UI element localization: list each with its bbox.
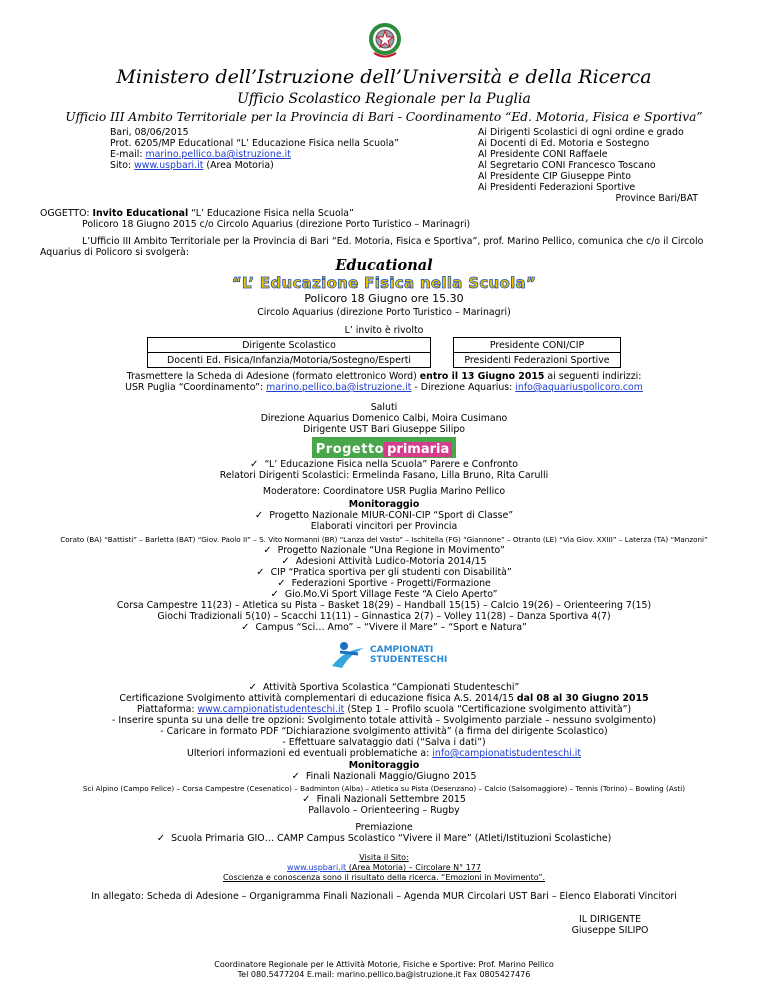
recipient: Ai Dirigenti Scolastici di ogni ordine e grado: [478, 127, 684, 138]
session2-cert-dates: dal 08 al 30 Giugno 2015: [516, 693, 649, 704]
protocol-number: Prot. 6205/MP Educational “L’ Educazione Fisica nella Scuola”: [110, 138, 399, 149]
session2-step2: - Caricare in formato PDF “Dichiarazione svolgimento attività” (a firma del dirigente Scolastico): [160, 726, 608, 737]
check-icon: [250, 459, 264, 470]
footer: [0, 960, 768, 980]
site-note-motto: Coscienza e conoscenza sono il risultato della ricerca. “Emozioni in Movimento”.: [222, 873, 546, 882]
greetings-line2: Dirigente UST Bari Giuseppe Silipo: [302, 424, 466, 435]
subject-block: [40, 208, 720, 230]
signature-role: IL DIRIGENTE: [578, 914, 642, 925]
logo-line1: CAMPIONATI: [370, 645, 434, 655]
check-icon: [249, 682, 263, 693]
platform-label: Piattaforma:: [136, 704, 198, 715]
monitoring1-title: Monitoraggio: [348, 499, 420, 510]
greetings-line1: Direzione Aquarius Domenico Calbi, Moira Cusimano: [260, 413, 508, 424]
monitoring1-list: [0, 545, 768, 633]
usr-label: USR Puglia “Coordinamento”:: [125, 382, 267, 393]
check-icon: [241, 622, 255, 633]
info-label: Ulteriori informazioni ed eventuali problematiche a:: [186, 748, 433, 759]
monitoring2-sept: [0, 794, 768, 816]
office-title: Ufficio Scolastico Regionale per la Puglia: [237, 91, 531, 107]
logo-line2: STUDENTESCHI: [370, 655, 448, 665]
footer-line1: Coordinatore Regionale per le Attività Motorie, Fisiche e Sportive: Prof. Marino Pellico: [214, 960, 554, 969]
monitoring1-item6: Campus “Sci… Amo” – “Vivere il Mare” – “Sport e Natura”: [255, 622, 527, 633]
platform-link[interactable]: www.campionatistudenteschi.it: [197, 704, 345, 715]
monitoring1-item5: Gio.Mo.Vi Sport Village Feste “A Cielo Aperto”: [284, 589, 498, 600]
event-where: Circolo Aquarius (direzione Porto Turistico – Marinagri): [257, 307, 511, 318]
check-icon: [255, 510, 269, 521]
footer-line2: Tel 080.5477204 E.mail: marino.pellico.ba@istruzione.it Fax 0805427476: [237, 970, 531, 979]
invite-table: [147, 337, 621, 368]
aquarius-email-link[interactable]: info@aquariuspolicoro.com: [515, 382, 643, 393]
greetings-block: [0, 402, 768, 435]
sender-site-link[interactable]: www.uspbari.it: [134, 160, 204, 171]
signature-block: [540, 914, 680, 936]
event-banner-text: “L’ Educazione Fisica nella Scuola”: [231, 274, 537, 292]
award-item: Scuola Primaria GIO… CAMP Campus Scolastico “Vivere il Mare” (Atleti/Istituzioni Scolastiche): [171, 833, 612, 844]
invite-cell: Docenti Ed. Fisica/Infanzia/Motoria/Sostegno/Esperti: [148, 353, 431, 368]
invite-cell: Presidente CONI/CIP: [454, 338, 621, 353]
site-note-rest: (Area Motoria) – Circolare N° 177: [346, 863, 481, 872]
check-icon: [270, 589, 284, 600]
intro-paragraph: [40, 236, 740, 258]
transmit-block: [0, 371, 768, 393]
recipient: Al Presidente CONI Raffaele: [478, 149, 608, 160]
office-subtitle: Ufficio III Ambito Territoriale per la Provincia di Bari - Coordinamento “Ed. Motoria, Fisica e Sportiva”: [65, 110, 703, 124]
site-label: Sito:: [110, 160, 135, 171]
site-note-link[interactable]: www.uspbari.it: [287, 863, 347, 872]
campionati-studenteschi-logo: [330, 640, 448, 670]
invite-cell: Presidenti Federazioni Sportive: [454, 353, 621, 368]
monitoring1: [0, 499, 768, 532]
greetings-title: Saluti: [370, 402, 398, 413]
monitoring2: [0, 760, 768, 782]
subject-line2: Policoro 18 Giugno 2015 c/o Circolo Aquarius (direzione Porto Turistico – Marinagri): [82, 219, 471, 230]
monitoring2-item2-sub: Pallavolo – Orienteering – Rugby: [308, 805, 460, 816]
award-title: Premiazione: [355, 822, 413, 833]
email-label: E-mail:: [110, 149, 146, 160]
logo-part1: Progetto: [315, 442, 385, 457]
sender-block: [110, 127, 440, 171]
session1-moderator: Moderatore: Coordinatore USR Puglia Marino Pellico: [262, 486, 506, 497]
usr-email-link[interactable]: marino.pellico.ba@istruzione.it: [266, 382, 412, 393]
logo-part2: primaria: [384, 442, 452, 457]
site-note: (Area Motoria): [203, 160, 274, 171]
monitoring1-item3: CIP “Pratica sportiva per gli studenti con Disabilità”: [270, 567, 512, 578]
progetto-primaria-logo: [0, 437, 768, 458]
subject-rest: “L’ Educazione Fisica nella Scuola”: [188, 208, 354, 219]
monitoring1-item4: Federazioni Sportive - Progetti/Formazione: [291, 578, 491, 589]
check-icon: [302, 794, 316, 805]
check-icon: [256, 567, 270, 578]
letter-date: Bari, 08/06/2015: [110, 127, 189, 138]
monitoring1-item1: Progetto Nazionale MIUR-CONI-CIP “Sport di Classe”: [269, 510, 514, 521]
session1-speakers: Relatori Dirigenti Scolastici: Ermelinda Fasano, Lilla Bruno, Rita Carulli: [219, 470, 549, 481]
invite-cell: Dirigente Scolastico: [148, 338, 431, 353]
sender-email-line: [110, 149, 440, 160]
recipient: Al Segretario CONI Francesco Toscano: [478, 160, 656, 171]
sender-site-line: [110, 160, 440, 171]
recipient: Al Presidente CIP Giuseppe Pinto: [478, 171, 631, 182]
platform-step: (Step 1 – Profilo scuola “Certificazione svolgimento attività”): [344, 704, 632, 715]
invite-spacer: [431, 353, 454, 368]
transmit-text: Trasmettere la Scheda di Adesione (formato elettronico Word): [126, 371, 420, 382]
monitoring1-item1-sub: Elaborati vincitori per Provincia: [310, 521, 458, 532]
session1-item: “L’ Educazione Fisica nella Scuola” Parere e Confronto: [264, 459, 518, 470]
info-email-link[interactable]: info@campionatistudenteschi.it: [432, 748, 581, 759]
games-line1: Corsa Campestre 11(23) – Atletica su Pista – Basket 18(29) – Handball 15(15) – Calcio 19(26) – Orienteering 7(15): [116, 600, 652, 611]
aquarius-label: - Direzione Aquarius:: [411, 382, 516, 393]
event-title: Educational: [335, 257, 433, 274]
monitoring2-item1: Finali Nazionali Maggio/Giugno 2015: [305, 771, 477, 782]
invite-spacer: [431, 338, 454, 353]
recipient-province: Province Bari/BAT: [615, 193, 698, 204]
monitoring2-item2: Finali Nazionali Settembre 2015: [316, 794, 466, 805]
session1: [0, 459, 768, 497]
session2-step3: - Effettuare salvataggio dati (“Salva i dati”): [282, 737, 486, 748]
recipients-block: [478, 127, 698, 204]
check-icon: [157, 833, 171, 844]
intro-line2: Aquarius di Policoro si svolgerà:: [40, 247, 189, 258]
check-icon: [277, 578, 291, 589]
ministry-title: Ministero dell’Istruzione dell’Università e della Ricerca: [116, 66, 652, 88]
site-note-block: [0, 853, 768, 883]
runner-swoosh-icon: [330, 640, 370, 670]
national-finals: Sci Alpino (Campo Felice) – Corsa Campestre (Cesenatico) – Badminton (Alba) – Atletica su Pista (Desenzano) – Calcio (Salsomaggiore) – Tennis (Torino) – Bowling (Asti): [82, 784, 686, 793]
invite-label: L’ invito è rivolto: [344, 325, 424, 336]
monitoring1-item2: Progetto Nazionale “Una Regione in Movimento”: [277, 545, 505, 556]
italian-republic-emblem: [368, 22, 402, 60]
subject-label: OGGETTO:: [40, 208, 93, 219]
event-when: Policoro 18 Giugno ore 15.30: [304, 292, 464, 305]
session2-item: Attività Sportiva Scolastica “Campionati Studenteschi”: [263, 682, 520, 693]
monitoring1-item2-sub: Adesioni Attività Ludico-Motoria 2014/15: [295, 556, 487, 567]
intro-line1: L’Ufficio III Ambito Territoriale per la Provincia di Bari “Ed. Motoria, Fisica e Sportiva”, prof. Marino Pellico, comunica che c/o il Circolo: [82, 236, 704, 247]
sender-email-link[interactable]: marino.pellico.ba@istruzione.it: [145, 149, 291, 160]
event-banner: [0, 274, 768, 292]
recipient: Ai Presidenti Federazioni Sportive: [478, 182, 636, 193]
monitoring2-title: Monitoraggio: [348, 760, 420, 771]
check-icon: [292, 771, 306, 782]
signature-name: Giuseppe SILIPO: [571, 925, 649, 936]
award-line: [0, 833, 768, 844]
site-note-title: Visita il Sito:: [359, 853, 409, 862]
session2: [0, 682, 768, 759]
subject-bold: Invito Educational: [92, 208, 189, 219]
winning-schools: Corato (BA) “Battisti” – Barletta (BAT) “Giov. Paolo II” – S. Vito Normanni (BR) “Lanza del Vasto” – Ischitella (FG) “Giannone” – Otranto (LE) “Via Giov. XXIII” – Laterza (TA) “Manzoni”: [60, 535, 708, 544]
check-icon: [263, 545, 277, 556]
check-icon: [281, 556, 295, 567]
recipient: Ai Docenti di Ed. Motoria e Sostegno: [478, 138, 650, 149]
attachments: In allegato: Scheda di Adesione – Organigramma Finali Nazionali – Agenda MUR Circolari UST Bari – Elenco Elaborati Vincitori: [91, 891, 677, 902]
transmit-text-end: ai seguenti indirizzi:: [544, 371, 642, 382]
games-line2: Giochi Tradizionali 5(10) – Scacchi 11(11) – Ginnastica 2(7) – Volley 11(28) – Danza Sportiva 4(7): [157, 611, 611, 622]
session2-step1: - Inserire spunta su una delle tre opzioni: Svolgimento totale attività – Svolgimento parziale – nessuno svolgimento): [111, 715, 656, 726]
transmit-deadline: entro il 13 Giugno 2015: [419, 371, 545, 382]
session2-cert: Certificazione Svolgimento attività complementari di educazione fisica A.S. 2014/15: [119, 693, 517, 704]
